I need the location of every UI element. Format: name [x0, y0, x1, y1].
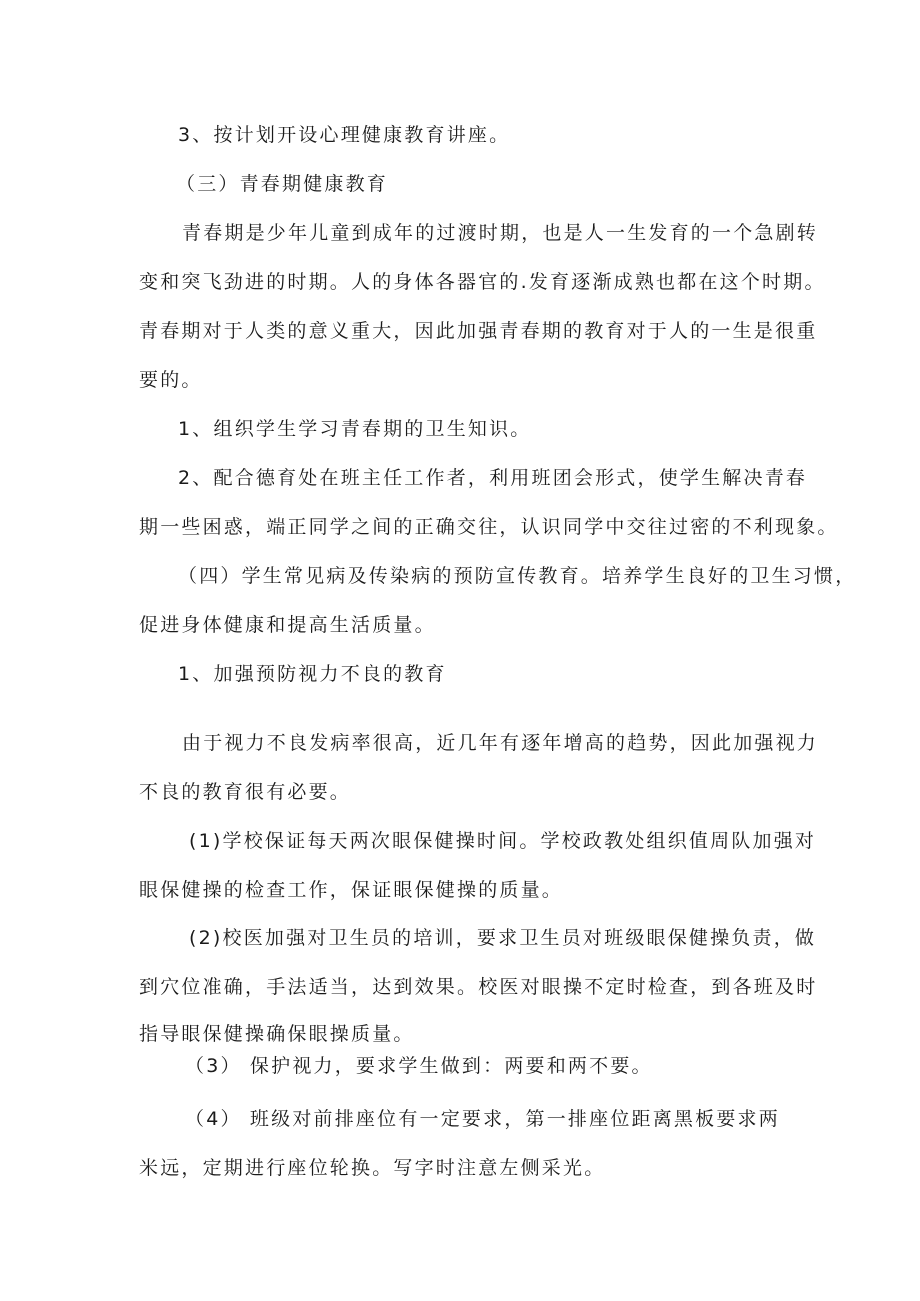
- paragraph-line: （3） 保护视力，要求学生做到：两要和两不要。: [185, 1055, 653, 1077]
- paragraph-line: 要的。: [139, 369, 203, 391]
- paragraph-line: 期一些困惑，端正同学之间的正确交往，认识同学中交往过密的不利现象。: [139, 516, 839, 538]
- section-heading: （四）学生常见病及传染病的预防宣传教育。培养学生良好的卫生习惯，: [178, 565, 857, 587]
- paragraph-line: (2)校医加强对卫生员的培训，要求卫生员对班级眼保健操负责，做: [189, 927, 817, 949]
- paragraph-line: 促进身体健康和提高生活质量。: [139, 614, 436, 636]
- paragraph-line: 3、按计划开设心理健康教育讲座。: [178, 124, 511, 146]
- paragraph-line: 不良的教育很有必要。: [139, 781, 352, 803]
- paragraph-line: 1、组织学生学习青春期的卫生知识。: [178, 418, 532, 440]
- paragraph-line: 眼保健操的检查工作，保证眼保健操的质量。: [139, 879, 564, 901]
- paragraph-line: 变和突飞劲进的时期。人的身体各器官的.发育逐渐成熟也都在这个时期。: [139, 271, 826, 293]
- paragraph-line: 1、加强预防视力不良的教育: [178, 663, 447, 685]
- section-heading: （三）青春期健康教育: [176, 173, 389, 195]
- paragraph-line: (1)学校保证每天两次眼保健操时间。学校政教处组织值周队加强对: [189, 830, 817, 852]
- paragraph-line: 由于视力不良发病率很高，近几年有逐年增高的趋势，因此加强视力: [182, 732, 819, 754]
- paragraph-line: 指导眼保健操确保眼操质量。: [139, 1023, 415, 1045]
- paragraph-line: 到穴位准确，手法适当，达到效果。校医对眼操不定时检查，到各班及时: [139, 976, 818, 998]
- paragraph-line: 青春期是少年儿童到成年的过渡时期，也是人一生发育的一个急剧转: [182, 222, 819, 244]
- paragraph-line: 2、配合德育处在班主任工作者，利用班团会形式，使学生解决青春: [178, 467, 808, 489]
- paragraph-line: （4） 班级对前排座位有一定要求，第一排座位距离黑板要求两: [185, 1108, 780, 1130]
- paragraph-line: 米远，定期进行座位轮换。写字时注意左侧采光。: [139, 1157, 606, 1179]
- paragraph-line: 青春期对于人类的意义重大，因此加强青春期的教育对于人的一生是很重: [139, 320, 818, 342]
